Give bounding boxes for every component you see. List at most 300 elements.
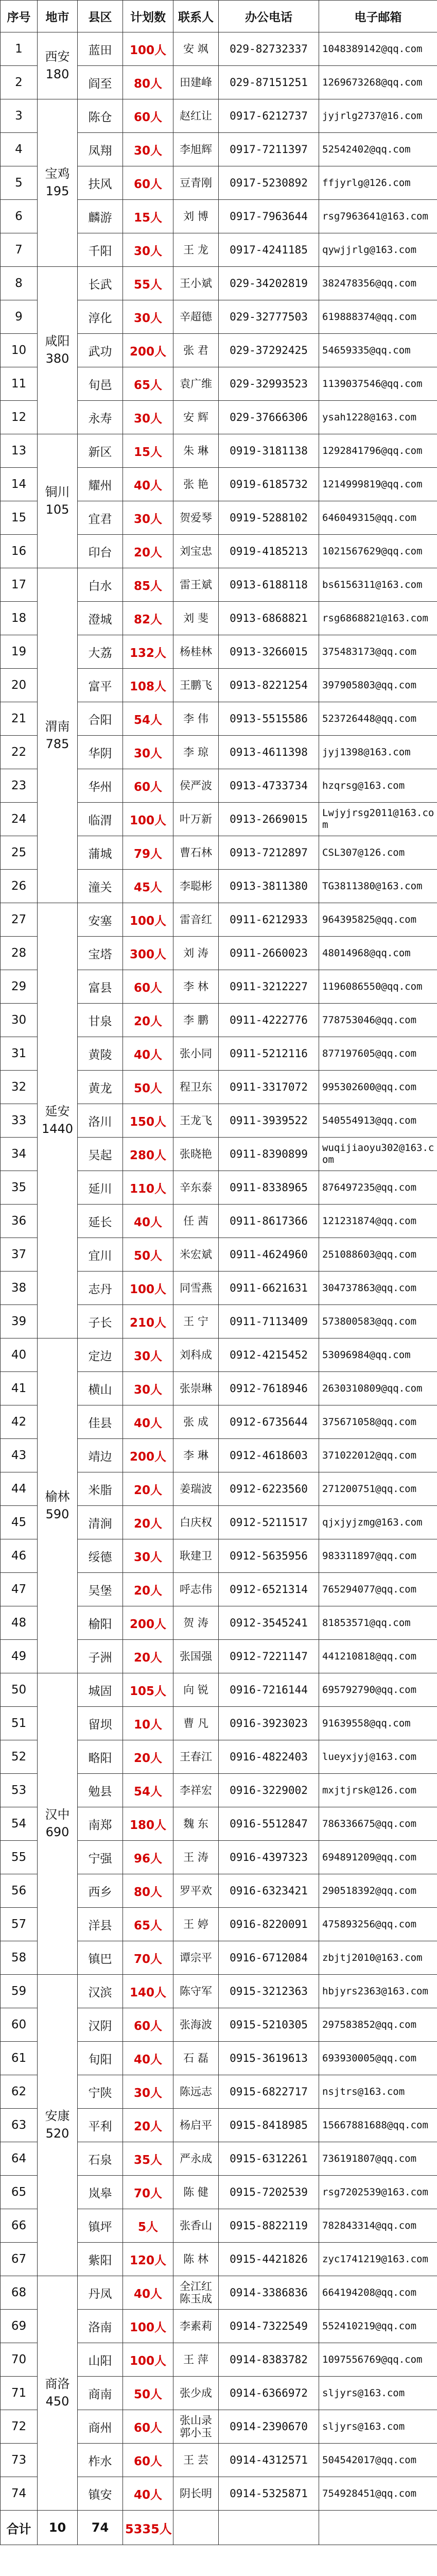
office-phone-cell: 0912-5635956 (219, 1539, 319, 1573)
plan-count-cell: 140人 (123, 1975, 173, 2008)
contact-person-cell: 朱 琳 (173, 434, 219, 468)
county-cell: 武功 (78, 334, 123, 367)
contact-person-cell: 王 龙 (173, 233, 219, 267)
header-phone: 办公电话 (219, 1, 319, 32)
row-number: 19 (1, 635, 38, 669)
county-cell: 柞水 (78, 2444, 123, 2477)
county-cell: 蒲城 (78, 836, 123, 870)
office-phone-cell: 0911-3317072 (219, 1071, 319, 1104)
plan-count-cell: 15人 (123, 200, 173, 233)
plan-count-cell: 35人 (123, 2142, 173, 2176)
contact-person-cell: 辛东泰 (173, 1171, 219, 1205)
email-cell: rsg6868821@163.com (319, 602, 437, 635)
email-cell: 782843314@qq.com (319, 2209, 437, 2243)
office-phone-cell: 0914-4312571 (219, 2444, 319, 2477)
row-number: 69 (1, 2310, 38, 2343)
contact-person-cell: 侯严波 (173, 769, 219, 803)
row-number: 71 (1, 2377, 38, 2410)
county-cell: 吴堡 (78, 1573, 123, 1606)
row-number: 28 (1, 937, 38, 970)
office-phone-cell: 0913-6188118 (219, 568, 319, 602)
contact-person-cell: 王 萍 (173, 2343, 219, 2377)
email-cell: lueyxjyj@163.com (319, 1740, 437, 1774)
row-number: 43 (1, 1439, 38, 1472)
email-cell: hbjyrs2363@163.com (319, 1975, 437, 2008)
contact-person-cell: 全江红 陈玉成 (173, 2276, 219, 2310)
row-number: 8 (1, 267, 38, 300)
plan-count-cell: 20人 (123, 1472, 173, 1506)
contact-person-cell: 贺 涛 (173, 1606, 219, 1640)
county-cell: 丹凤 (78, 2276, 123, 2310)
plan-count-cell: 300人 (123, 937, 173, 970)
plan-count-cell: 30人 (123, 133, 173, 166)
city-cell: 延安 1440 (38, 903, 78, 1338)
table-row (1, 32, 437, 66)
table-body (1, 32, 437, 2511)
plan-count-cell: 200人 (123, 1606, 173, 1640)
row-number: 24 (1, 803, 38, 836)
row-number: 50 (1, 1673, 38, 1707)
email-cell: 754928451@qq.com (319, 2477, 437, 2511)
county-cell: 勉县 (78, 1774, 123, 1807)
email-cell: 778753046@qq.com (319, 1004, 437, 1037)
email-cell: 121231874@qq.com (319, 1205, 437, 1238)
total-phone-empty (219, 2511, 319, 2545)
email-cell: 54659335@qq.com (319, 334, 437, 367)
office-phone-cell: 029-34202819 (219, 267, 319, 300)
contact-person-cell: 魏 东 (173, 1807, 219, 1841)
contact-person-cell: 米宏斌 (173, 1238, 219, 1272)
email-cell: TG3811380@163.com (319, 870, 437, 903)
contact-person-cell: 王 涛 (173, 1841, 219, 1874)
row-number: 63 (1, 2109, 38, 2142)
row-number: 65 (1, 2176, 38, 2209)
county-cell: 千阳 (78, 233, 123, 267)
office-phone-cell: 0912-3545241 (219, 1606, 319, 1640)
plan-count-cell: 20人 (123, 1640, 173, 1673)
row-number: 54 (1, 1807, 38, 1841)
email-cell: 375483173@qq.com (319, 635, 437, 669)
row-number: 60 (1, 2008, 38, 2042)
table-header (1, 1, 437, 32)
contact-person-cell: 同雪燕 (173, 1272, 219, 1305)
row-number: 5 (1, 166, 38, 200)
contact-person-cell: 张崇琳 (173, 1372, 219, 1405)
contact-person-cell: 豆青刚 (173, 166, 219, 200)
contact-person-cell: 刘 斐 (173, 602, 219, 635)
plan-count-cell: 70人 (123, 2176, 173, 2209)
contact-person-cell: 程卫东 (173, 1071, 219, 1104)
office-phone-cell: 0911-7113409 (219, 1305, 319, 1338)
email-cell: 504542017@qq.com (319, 2444, 437, 2477)
county-cell: 宁陕 (78, 2075, 123, 2109)
plan-count-cell: 30人 (123, 401, 173, 434)
contact-person-cell: 张 成 (173, 1405, 219, 1439)
row-number: 27 (1, 903, 38, 937)
plan-count-cell: 100人 (123, 2343, 173, 2377)
county-cell: 靖边 (78, 1439, 123, 1472)
office-phone-cell: 0915-3212363 (219, 1975, 319, 2008)
email-cell: 646049315@qq.com (319, 501, 437, 535)
county-cell: 淳化 (78, 300, 123, 334)
county-cell: 华阴 (78, 736, 123, 769)
office-phone-cell: 0916-3923023 (219, 1707, 319, 1740)
city-cell: 咸阳 380 (38, 267, 78, 434)
contact-person-cell: 张国强 (173, 1640, 219, 1673)
office-phone-cell: 0917-4241185 (219, 233, 319, 267)
contact-person-cell: 李 琼 (173, 736, 219, 769)
office-phone-cell: 029-37292425 (219, 334, 319, 367)
table-row (1, 99, 437, 133)
plan-count-cell: 100人 (123, 2310, 173, 2343)
office-phone-cell: 0913-6868821 (219, 602, 319, 635)
plan-count-cell: 60人 (123, 2008, 173, 2042)
office-phone-cell: 0914-8383782 (219, 2343, 319, 2377)
row-number: 1 (1, 32, 38, 66)
row-number: 53 (1, 1774, 38, 1807)
plan-count-cell: 60人 (123, 2444, 173, 2477)
email-cell: bs6156311@163.com (319, 568, 437, 602)
office-phone-cell: 0913-3811380 (219, 870, 319, 903)
plan-count-cell: 70人 (123, 1941, 173, 1975)
plan-count-cell: 40人 (123, 1205, 173, 1238)
plan-count-cell: 40人 (123, 2042, 173, 2075)
contact-person-cell: 杨桂林 (173, 635, 219, 669)
plan-count-cell: 132人 (123, 635, 173, 669)
office-phone-cell: 029-87151251 (219, 66, 319, 99)
row-number: 23 (1, 769, 38, 803)
plan-count-cell: 30人 (123, 233, 173, 267)
email-cell: 523726448@qq.com (319, 702, 437, 736)
office-phone-cell: 0912-4618603 (219, 1439, 319, 1472)
total-row (1, 2511, 437, 2545)
county-cell: 旬邑 (78, 367, 123, 401)
office-phone-cell: 0911-8338965 (219, 1171, 319, 1205)
email-cell: 441210818@qq.com (319, 1640, 437, 1673)
email-cell: jyjrlg2737@16.com (319, 99, 437, 133)
county-cell: 子洲 (78, 1640, 123, 1673)
header-city: 地市 (38, 1, 78, 32)
office-phone-cell: 0911-6212933 (219, 903, 319, 937)
email-cell: 1292841796@qq.com (319, 434, 437, 468)
row-number: 48 (1, 1606, 38, 1640)
row-number: 32 (1, 1071, 38, 1104)
county-cell: 佳县 (78, 1405, 123, 1439)
contact-person-cell: 严永成 (173, 2142, 219, 2176)
office-phone-cell: 0911-5212116 (219, 1037, 319, 1071)
email-cell: 664194208@qq.com (319, 2276, 437, 2310)
plan-count-cell: 65人 (123, 1908, 173, 1941)
plan-count-cell: 30人 (123, 1372, 173, 1405)
county-cell: 宜川 (78, 1238, 123, 1272)
email-cell: 1139037546@qq.com (319, 367, 437, 401)
email-cell: 695792790@qq.com (319, 1673, 437, 1707)
plan-count-cell: 10人 (123, 1707, 173, 1740)
county-cell: 汉滨 (78, 1975, 123, 2008)
county-cell: 岚皋 (78, 2176, 123, 2209)
email-cell: wuqijiaoyu302@163.com (319, 1138, 437, 1171)
plan-count-cell: 30人 (123, 501, 173, 535)
county-cell: 绥德 (78, 1539, 123, 1573)
email-cell: 693930005@qq.com (319, 2042, 437, 2075)
row-number: 15 (1, 501, 38, 535)
county-cell: 石泉 (78, 2142, 123, 2176)
table-footer (1, 2511, 437, 2545)
contact-person-cell: 李 伟 (173, 702, 219, 736)
county-cell: 榆阳 (78, 1606, 123, 1640)
contact-person-cell: 呼志伟 (173, 1573, 219, 1606)
plan-count-cell: 200人 (123, 334, 173, 367)
contact-person-cell: 王龙飞 (173, 1104, 219, 1138)
office-phone-cell: 0916-8220091 (219, 1908, 319, 1941)
office-phone-cell: 0912-6735644 (219, 1405, 319, 1439)
contact-person-cell: 陈守军 (173, 1975, 219, 2008)
county-cell: 镇巴 (78, 1941, 123, 1975)
row-number: 44 (1, 1472, 38, 1506)
contact-person-cell: 张 君 (173, 334, 219, 367)
office-phone-cell: 0913-5515586 (219, 702, 319, 736)
county-cell: 陈仓 (78, 99, 123, 133)
county-cell: 新区 (78, 434, 123, 468)
office-phone-cell: 0915-5210305 (219, 2008, 319, 2042)
office-phone-cell: 0919-6185732 (219, 468, 319, 501)
contact-person-cell: 袁广维 (173, 367, 219, 401)
county-cell: 长武 (78, 267, 123, 300)
email-cell: 964395825@qq.com (319, 903, 437, 937)
email-cell: ffjyrlg@126.com (319, 166, 437, 200)
contact-person-cell: 王 芸 (173, 2444, 219, 2477)
contact-person-cell: 张香山 (173, 2209, 219, 2243)
county-cell: 山阳 (78, 2343, 123, 2377)
plan-count-cell: 45人 (123, 870, 173, 903)
contact-person-cell: 张山录 郭小玉 (173, 2410, 219, 2444)
row-number: 55 (1, 1841, 38, 1874)
email-cell: qywjjrlg@163.com (319, 233, 437, 267)
plan-count-cell: 210人 (123, 1305, 173, 1338)
email-cell: hzqrsg@163.com (319, 769, 437, 803)
contact-person-cell: 李祥宏 (173, 1774, 219, 1807)
office-phone-cell: 0916-3229002 (219, 1774, 319, 1807)
county-cell: 富县 (78, 970, 123, 1004)
contact-person-cell: 白庆权 (173, 1506, 219, 1539)
county-cell: 凤翔 (78, 133, 123, 166)
row-number: 72 (1, 2410, 38, 2444)
plan-count-cell: 108人 (123, 669, 173, 702)
county-cell: 西乡 (78, 1874, 123, 1908)
row-number: 34 (1, 1138, 38, 1171)
email-cell: 397905803@qq.com (319, 669, 437, 702)
plan-count-cell: 20人 (123, 1573, 173, 1606)
office-phone-cell: 0911-8617366 (219, 1205, 319, 1238)
row-number: 7 (1, 233, 38, 267)
email-cell: 736191807@qq.com (319, 2142, 437, 2176)
county-cell: 略阳 (78, 1740, 123, 1774)
county-cell: 阎至 (78, 66, 123, 99)
contact-person-cell: 李 林 (173, 970, 219, 1004)
office-phone-cell: 0912-7618946 (219, 1372, 319, 1405)
plan-count-cell: 30人 (123, 2075, 173, 2109)
row-number: 70 (1, 2343, 38, 2377)
contact-person-cell: 曹 凡 (173, 1707, 219, 1740)
county-cell: 延川 (78, 1171, 123, 1205)
table-row (1, 1338, 437, 1372)
email-cell: 2630310809@qq.com (319, 1372, 437, 1405)
plan-count-cell: 50人 (123, 1071, 173, 1104)
row-number: 2 (1, 66, 38, 99)
row-number: 37 (1, 1238, 38, 1272)
contact-person-cell: 叶万新 (173, 803, 219, 836)
row-number: 74 (1, 2477, 38, 2511)
office-phone-cell: 0915-7202539 (219, 2176, 319, 2209)
plan-count-cell: 60人 (123, 970, 173, 1004)
email-cell: 251088603@qq.com (319, 1238, 437, 1272)
county-cell: 麟游 (78, 200, 123, 233)
contact-person-cell: 刘 涛 (173, 937, 219, 970)
city-cell: 宝鸡 195 (38, 99, 78, 267)
office-phone-cell: 0914-7322549 (219, 2310, 319, 2343)
county-cell: 商南 (78, 2377, 123, 2410)
office-phone-cell: 0916-6712084 (219, 1941, 319, 1975)
office-phone-cell: 029-82732337 (219, 32, 319, 66)
header-row (1, 1, 437, 32)
row-number: 66 (1, 2209, 38, 2243)
contact-person-cell: 张 艳 (173, 468, 219, 501)
contact-person-cell: 王 宁 (173, 1305, 219, 1338)
office-phone-cell: 0914-3386836 (219, 2276, 319, 2310)
county-cell: 永寿 (78, 401, 123, 434)
plan-count-cell: 280人 (123, 1138, 173, 1171)
office-phone-cell: 0912-6521314 (219, 1573, 319, 1606)
plan-count-cell: 180人 (123, 1807, 173, 1841)
office-phone-cell: 0911-4222776 (219, 1004, 319, 1037)
email-cell: 371022012@qq.com (319, 1439, 437, 1472)
email-cell: 877197605@qq.com (319, 1037, 437, 1071)
email-cell: 1097556769@qq.com (319, 2343, 437, 2377)
total-counties: 74 (78, 2511, 123, 2545)
email-cell: ysah1228@163.com (319, 401, 437, 434)
plan-count-cell: 54人 (123, 1774, 173, 1807)
row-number: 9 (1, 300, 38, 334)
county-cell: 吴起 (78, 1138, 123, 1171)
plan-count-cell: 30人 (123, 1539, 173, 1573)
contact-person-cell: 刘 博 (173, 200, 219, 233)
county-cell: 平利 (78, 2109, 123, 2142)
email-cell: 1196086550@qq.com (319, 970, 437, 1004)
county-cell: 清涧 (78, 1506, 123, 1539)
county-cell: 扶风 (78, 166, 123, 200)
email-cell: rsg7202539@163.com (319, 2176, 437, 2209)
row-number: 42 (1, 1405, 38, 1439)
email-cell: 475893256@qq.com (319, 1908, 437, 1941)
row-number: 67 (1, 2243, 38, 2276)
contact-person-cell: 刘科成 (173, 1338, 219, 1372)
office-phone-cell: 0914-5325871 (219, 2477, 319, 2511)
contact-person-cell: 安 飒 (173, 32, 219, 66)
email-cell: 81853571@qq.com (319, 1606, 437, 1640)
county-cell: 横山 (78, 1372, 123, 1405)
contact-person-cell: 谭宗平 (173, 1941, 219, 1975)
office-phone-cell: 0911-3212227 (219, 970, 319, 1004)
city-cell: 汉中 690 (38, 1673, 78, 1975)
contact-person-cell: 任 茜 (173, 1205, 219, 1238)
city-cell: 商洛 450 (38, 2276, 78, 2511)
office-phone-cell: 0917-5230892 (219, 166, 319, 200)
plan-count-cell: 20人 (123, 535, 173, 568)
row-number: 25 (1, 836, 38, 870)
office-phone-cell: 0919-3181138 (219, 434, 319, 468)
row-number: 13 (1, 434, 38, 468)
header-plan: 计划数 (123, 1, 173, 32)
row-number: 51 (1, 1707, 38, 1740)
email-cell: 995302600@qq.com (319, 1071, 437, 1104)
email-cell: 694891209@qq.com (319, 1841, 437, 1874)
contact-person-cell: 李素莉 (173, 2310, 219, 2343)
header-no: 序号 (1, 1, 38, 32)
office-phone-cell: 0911-6621631 (219, 1272, 319, 1305)
county-cell: 延长 (78, 1205, 123, 1238)
office-phone-cell: 029-32777503 (219, 300, 319, 334)
plan-count-cell: 20人 (123, 1740, 173, 1774)
office-phone-cell: 0913-4733734 (219, 769, 319, 803)
row-number: 58 (1, 1941, 38, 1975)
plan-count-cell: 105人 (123, 1673, 173, 1707)
plan-count-cell: 54人 (123, 702, 173, 736)
plan-count-cell: 200人 (123, 1439, 173, 1472)
office-phone-cell: 0917-6212737 (219, 99, 319, 133)
county-cell: 米脂 (78, 1472, 123, 1506)
email-cell: 271200751@qq.com (319, 1472, 437, 1506)
plan-count-cell: 85人 (123, 568, 173, 602)
contact-person-cell: 陈 健 (173, 2176, 219, 2209)
plan-count-cell: 40人 (123, 2276, 173, 2310)
office-phone-cell: 0917-7211397 (219, 133, 319, 166)
county-cell: 宁强 (78, 1841, 123, 1874)
row-number: 41 (1, 1372, 38, 1405)
row-number: 46 (1, 1539, 38, 1573)
plan-count-cell: 79人 (123, 836, 173, 870)
plan-count-cell: 30人 (123, 1338, 173, 1372)
email-cell: 53096984@qq.com (319, 1338, 437, 1372)
table-row (1, 903, 437, 937)
email-cell: 1269673268@qq.com (319, 66, 437, 99)
county-cell: 宜君 (78, 501, 123, 535)
plan-count-cell: 50人 (123, 1238, 173, 1272)
county-cell: 宝塔 (78, 937, 123, 970)
county-cell: 潼关 (78, 870, 123, 903)
row-number: 4 (1, 133, 38, 166)
contact-person-cell: 贺爱琴 (173, 501, 219, 535)
county-cell: 镇坪 (78, 2209, 123, 2243)
email-cell: 1048389142@qq.com (319, 32, 437, 66)
city-cell: 铜川 105 (38, 434, 78, 568)
row-number: 40 (1, 1338, 38, 1372)
row-number: 22 (1, 736, 38, 769)
email-cell: 765294077@qq.com (319, 1573, 437, 1606)
contact-person-cell: 陈 林 (173, 2243, 219, 2276)
contact-person-cell: 李旭辉 (173, 133, 219, 166)
contact-person-cell: 张海波 (173, 2008, 219, 2042)
plan-count-cell: 100人 (123, 1272, 173, 1305)
row-number: 31 (1, 1037, 38, 1071)
county-cell: 白水 (78, 568, 123, 602)
plan-count-cell: 60人 (123, 166, 173, 200)
plan-count-cell: 20人 (123, 1506, 173, 1539)
city-cell: 西安 180 (38, 32, 78, 99)
email-cell: zyc1741219@163.com (319, 2243, 437, 2276)
office-phone-cell: 0913-8221254 (219, 669, 319, 702)
office-phone-cell: 0913-3266015 (219, 635, 319, 669)
plan-count-cell: 55人 (123, 267, 173, 300)
